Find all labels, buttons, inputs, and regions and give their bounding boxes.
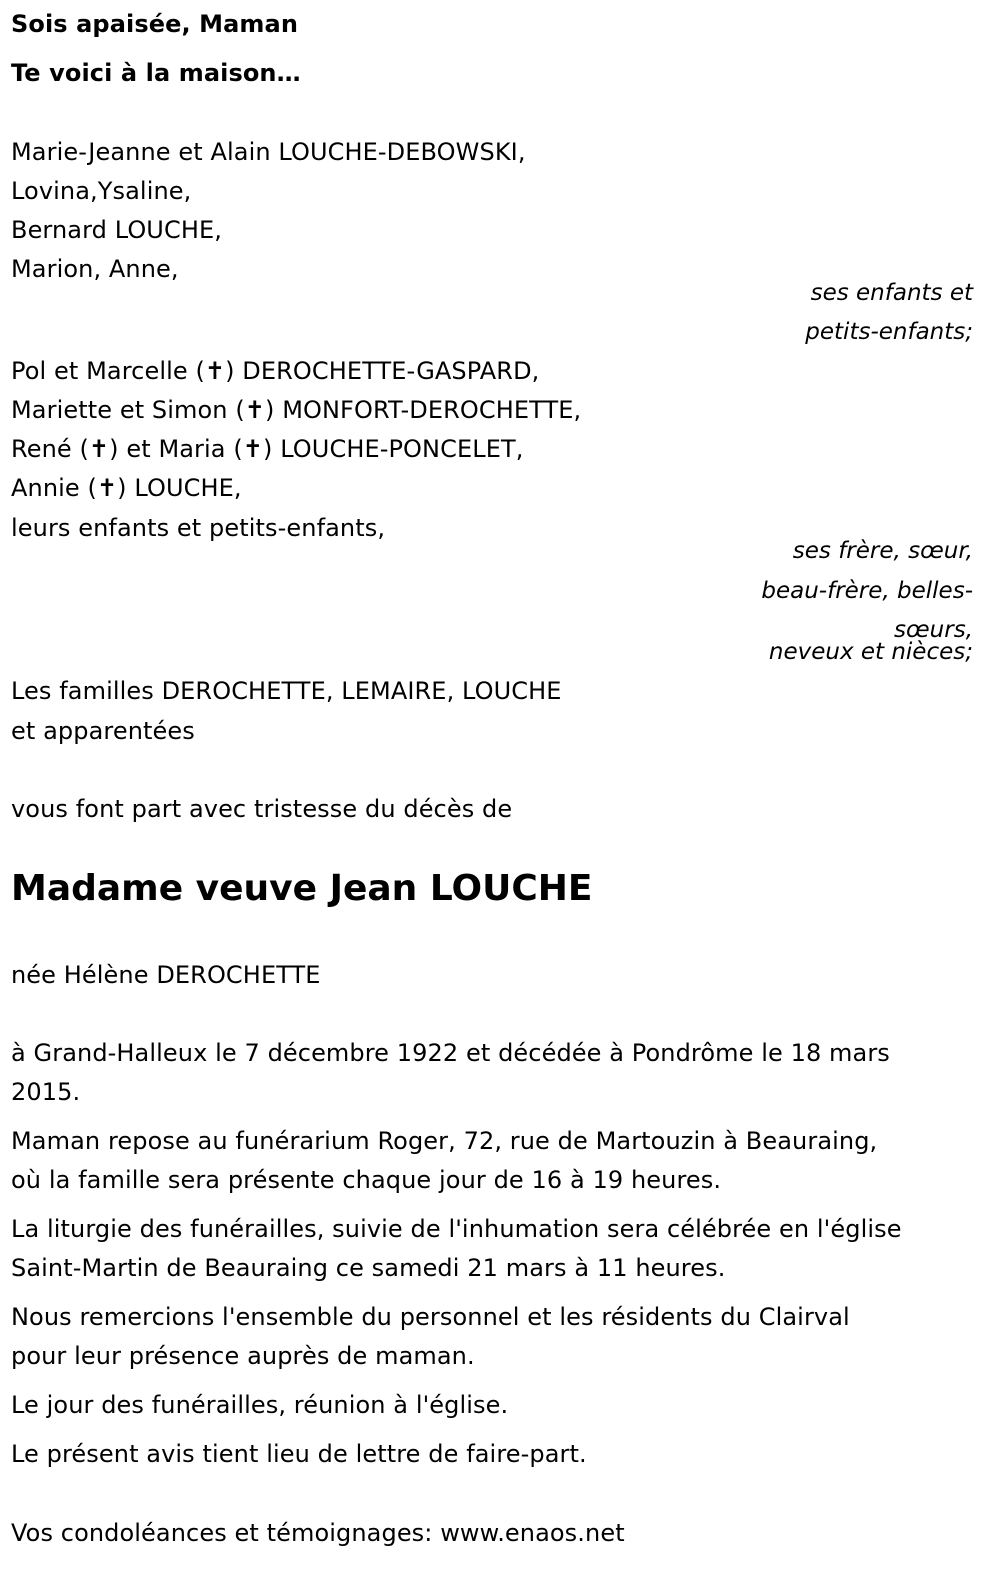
children-line: Lovina,Ysaline, <box>11 177 192 205</box>
siblings-relation-line: neveux et nièces; <box>768 639 973 665</box>
siblings-relation-line: beau-frère, belles- <box>761 578 973 604</box>
thanks-line: Nous remercions l'ensemble du personnel et les résidents du Clairval <box>11 1303 850 1331</box>
liturgy-line: Saint-Martin de Beauraing ce samedi 21 mars à 11 heures. <box>11 1254 726 1282</box>
funerarium-line: où la famille sera présente chaque jour de 16 à 19 heures. <box>11 1166 722 1194</box>
sibling-line: Pol et Marcelle (✝) DEROCHETTE-GASPARD, <box>11 357 540 385</box>
sibling-line: Annie (✝) LOUCHE, <box>11 474 242 502</box>
liturgy-line: La liturgie des funérailles, suivie de l'inhumation sera célébrée en l'église <box>11 1215 902 1243</box>
siblings-relation-line: ses frère, sœur, <box>792 538 973 564</box>
children-relation-line: petits-enfants; <box>805 319 973 345</box>
meeting-line: Le jour des funérailles, réunion à l'église. <box>11 1391 509 1419</box>
thanks-line: pour leur présence auprès de maman. <box>11 1342 475 1370</box>
children-relation-line: ses enfants et <box>810 280 973 306</box>
sibling-line: René (✝) et Maria (✝) LOUCHE-PONCELET, <box>11 435 524 463</box>
condolences-line: Vos condoléances et témoignages: www.enaos.net <box>11 1519 625 1547</box>
birth-death-line: 2015. <box>11 1078 81 1106</box>
notice-line: Le présent avis tient lieu de lettre de faire-part. <box>11 1440 587 1468</box>
announcement-text: vous font part avec tristesse du décès de <box>11 795 513 823</box>
sibling-line: leurs enfants et petits-enfants, <box>11 514 386 542</box>
families-line: Les familles DEROCHETTE, LEMAIRE, LOUCHE <box>11 677 562 705</box>
maiden-name: née Hélène DEROCHETTE <box>11 961 321 989</box>
birth-death-line: à Grand-Halleux le 7 décembre 1922 et décédée à Pondrôme le 18 mars <box>11 1039 890 1067</box>
sibling-line: Mariette et Simon (✝) MONFORT-DEROCHETTE, <box>11 396 582 424</box>
header-line-1: Sois apaisée, Maman <box>11 10 299 38</box>
children-line: Marie-Jeanne et Alain LOUCHE-DEBOWSKI, <box>11 138 526 166</box>
deceased-name: Madame veuve Jean LOUCHE <box>11 868 593 909</box>
siblings-relation-line: sœurs, <box>894 617 973 643</box>
header-line-2: Te voici à la maison… <box>11 59 301 87</box>
families-line: et apparentées <box>11 717 195 745</box>
children-line: Bernard LOUCHE, <box>11 216 222 244</box>
funerarium-line: Maman repose au funérarium Roger, 72, rue de Martouzin à Beauraing, <box>11 1127 878 1155</box>
children-line: Marion, Anne, <box>11 255 179 283</box>
